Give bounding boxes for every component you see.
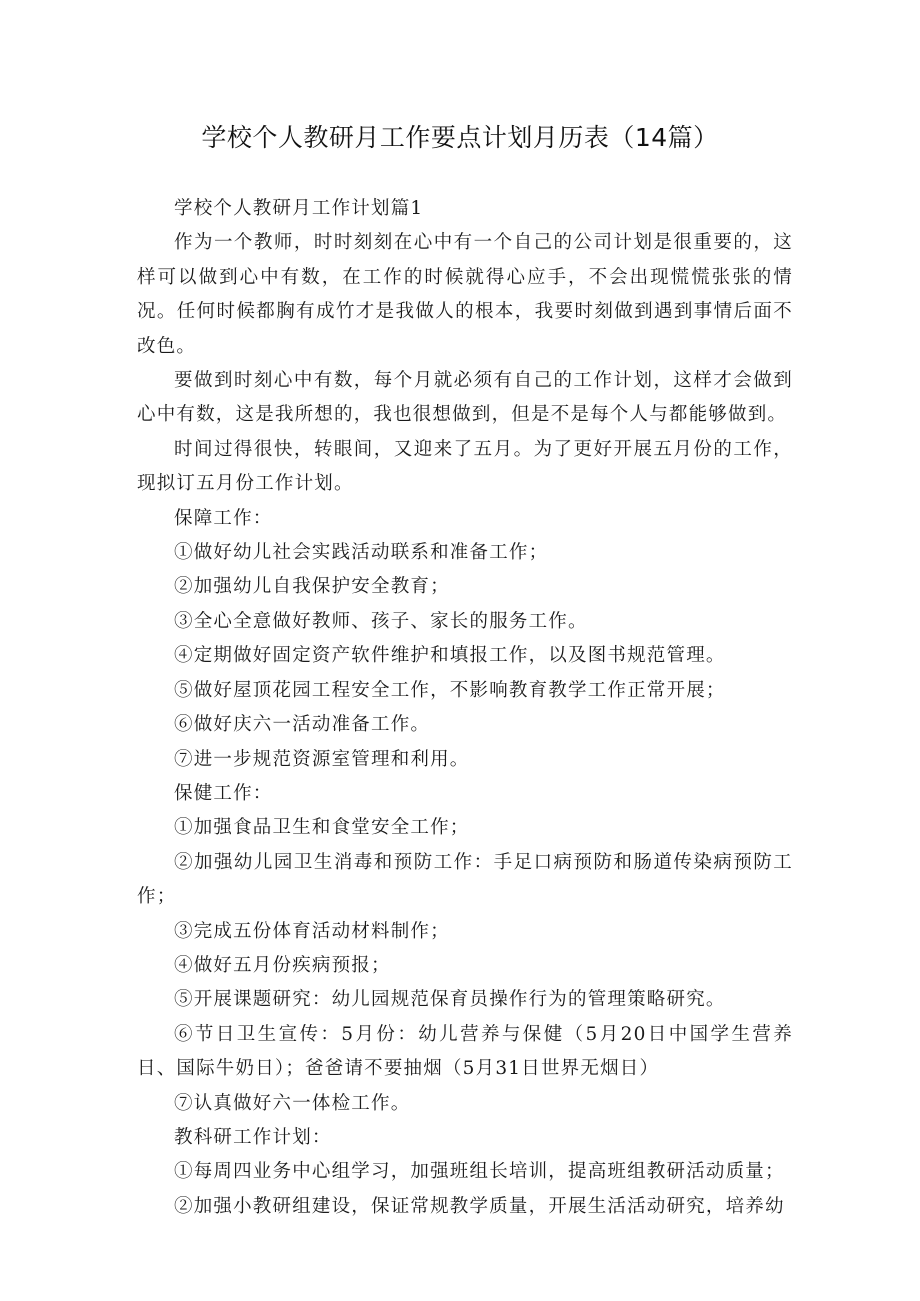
paragraph: 作为一个教师，时时刻刻在心中有一个自己的公司计划是很重要的，这样可以做到心中有数，在工作的时候就得心应手，不会出现慌慌张张的情况。任何时候都胸有成竹才是我做人的根本，我要时刻做到遇到事情后面不改色。 [137,232,793,357]
list-item: ①加强食品卫生和食堂安全工作； [174,817,470,839]
section-heading: 学校个人教研月工作计划篇1 [174,198,424,219]
list-item: ⑤做好屋顶花园工程安全工作，不影响教育教学工作正常开展； [174,679,726,701]
subsection-heading: 保障工作： [174,507,273,529]
list-item: ②加强小教研组建设，保证常规教学质量，开展生活活动研究，培养幼 [174,1195,785,1217]
paragraph: 要做到时刻心中有数，每个月就必须有自己的工作计划，这样才会做到心中有数，这是我所想的，我也很想做到，但是不是每个人与都能够做到。 [137,370,793,426]
list-item: ⑤开展课题研究：幼儿园规范保育员操作行为的管理策略研究。 [174,989,726,1011]
list-item: ①做好幼儿社会实践活动联系和准备工作； [174,542,549,564]
list-item: ③全心全意做好教师、孩子、家长的服务工作。 [174,610,588,632]
subsection-heading: 教科研工作计划： [174,1126,332,1148]
list-item: ③完成五份体育活动材料制作； [174,920,450,942]
list-item: ②加强幼儿园卫生消毒和预防工作：手足口病预防和肠道传染病预防工作； [137,851,793,908]
list-item: ⑥做好庆六一活动准备工作。 [174,714,431,736]
list-item: ①每周四业务中心组学习，加强班组长培训，提高班组教研活动质量； [174,1161,785,1183]
list-item: ⑥节日卫生宣传：5月份：幼儿营养与保健（5月20日中国学生营养日、国际牛奶日）；爸爸请不要抽烟（5月31日世界无烟日） [137,1023,793,1080]
document-title: 学校个人教研月工作要点计划月历表（14篇） [201,123,719,152]
document-body [137,192,793,1224]
list-item: ②加强幼儿自我保护安全教育； [174,576,450,598]
list-item: ⑦认真做好六一体检工作。 [174,1092,411,1114]
paragraph: 时间过得很快，转眼间，又迎来了五月。为了更好开展五月份的工作，现拟订五月份工作计划。 [137,438,793,495]
subsection-heading: 保健工作： [174,782,273,804]
list-item: ④做好五月份疾病预报； [174,954,391,976]
list-item: ⑦进一步规范资源室管理和利用。 [174,748,470,770]
list-item: ④定期做好固定资产软件维护和填报工作，以及图书规范管理。 [174,645,726,667]
